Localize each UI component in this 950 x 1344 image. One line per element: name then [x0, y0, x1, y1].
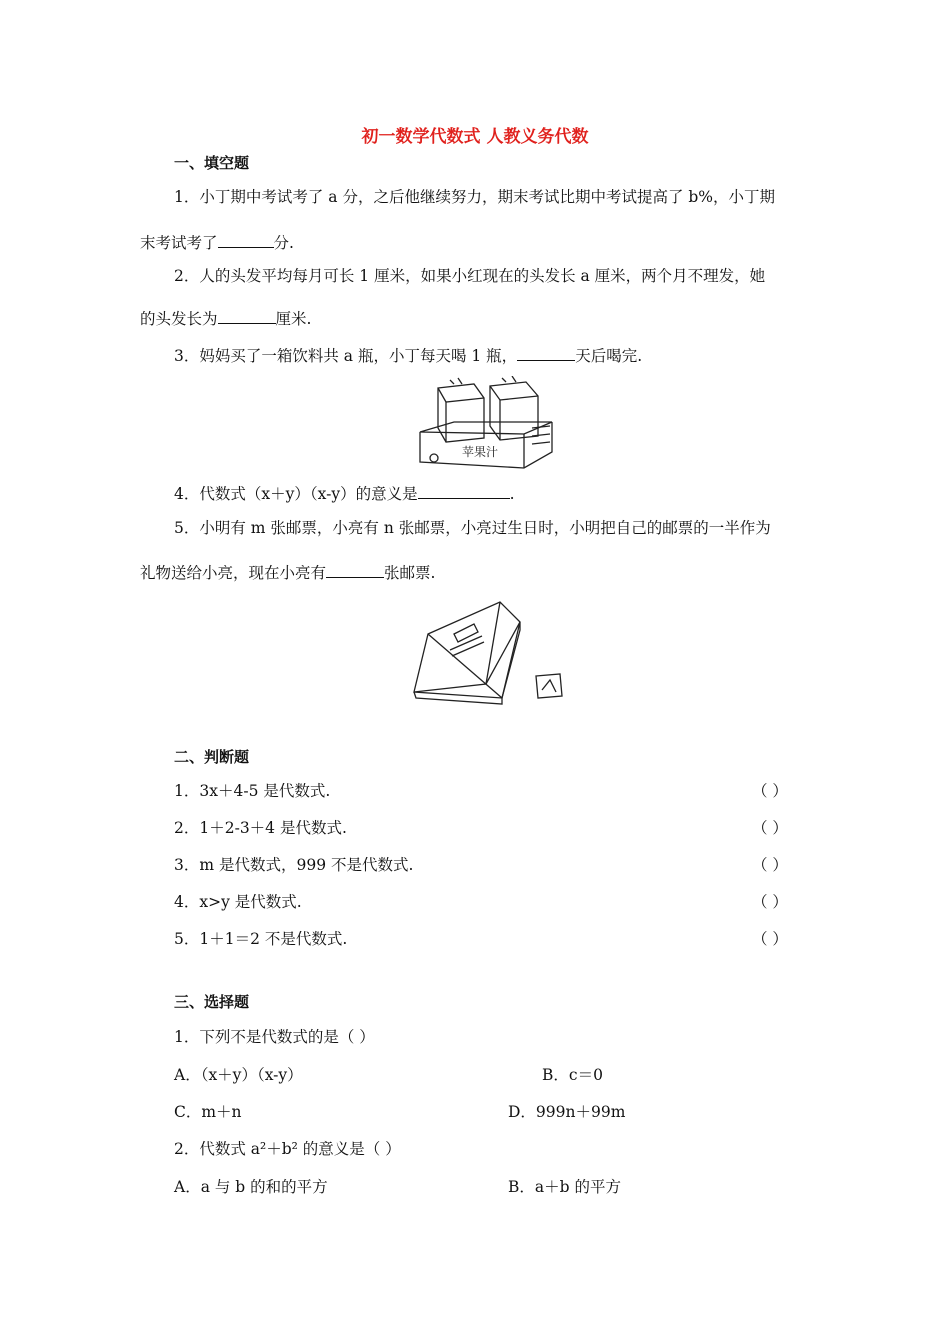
fill-q2-unit: 厘米.	[275, 310, 312, 328]
fill-q1-unit: 分.	[273, 234, 294, 252]
fill-q3-tail: 天后喝完.	[575, 347, 643, 365]
fill-q4-blank[interactable]	[418, 484, 510, 499]
fill-q1-text: 末考试考了	[140, 234, 218, 252]
fill-q5-line2	[140, 563, 435, 582]
choice-q1: 1．下列不是代数式的是（ ）	[174, 1028, 375, 1046]
juice-box-label: 苹果汁	[462, 445, 499, 459]
judge-item-1: 1．3x＋4-5 是代数式.	[174, 782, 331, 800]
judge-item-3: 3．m 是代数式，999 不是代数式.	[174, 856, 414, 874]
judge-item-5: 5．1＋1＝2 不是代数式.	[174, 930, 348, 948]
fill-q5-blank[interactable]	[326, 563, 384, 578]
fill-q5-line1: 5．小明有 m 张邮票，小亮有 n 张邮票，小亮过生日时，小明把自己的邮票的一半作为	[174, 519, 771, 537]
juice-box-illustration	[414, 376, 562, 470]
choice-q2-option-b[interactable]: B．a＋b 的平方	[508, 1178, 621, 1196]
fill-q1-line2	[140, 233, 294, 252]
judge-answer-1[interactable]: （ ）	[752, 782, 788, 800]
fill-q2-line1: 2．人的头发平均每月可长 1 厘米，如果小红现在的头发长 a 厘米，两个月不理发，她	[174, 267, 766, 285]
section-heading-fill: 一、填空题	[174, 154, 250, 172]
choice-q2-option-a[interactable]: A．a 与 b 的和的平方	[174, 1178, 328, 1196]
page-title: 初一数学代数式 人教义务代数	[361, 127, 589, 147]
fill-q4	[174, 484, 515, 503]
judge-answer-2[interactable]: （ ）	[752, 819, 788, 837]
fill-q3-blank[interactable]	[517, 346, 575, 361]
section-heading-judge: 二、判断题	[174, 748, 250, 766]
judge-item-4: 4．x>y 是代数式.	[174, 893, 302, 911]
fill-q2-line2	[140, 309, 311, 328]
choice-q1-option-b[interactable]: B．c＝0	[542, 1066, 603, 1084]
fill-q5-text: 礼物送给小亮，现在小亮有	[140, 564, 327, 582]
judge-answer-5[interactable]: （ ）	[752, 930, 788, 948]
fill-q2-blank[interactable]	[218, 309, 276, 324]
judge-item-2: 2．1＋2-3＋4 是代数式.	[174, 819, 347, 837]
fill-q5-tail: 张邮票.	[384, 564, 436, 582]
envelope-stamp-illustration	[410, 594, 574, 706]
fill-q3	[174, 346, 642, 365]
choice-q2: 2．代数式 a²＋b² 的意义是（ ）	[174, 1140, 401, 1158]
choice-q1-option-a[interactable]: A．（x＋y）（x-y）	[174, 1066, 303, 1084]
judge-answer-4[interactable]: （ ）	[752, 893, 788, 911]
fill-q3-text: 3．妈妈买了一箱饮料共 a 瓶，小丁每天喝 1 瓶，	[174, 347, 518, 365]
fill-q1-line1: 1．小丁期中考试考了 a 分，之后他继续努力，期末考试比期中考试提高了 b%，小丁期	[174, 188, 776, 206]
section-heading-choice: 三、选择题	[174, 993, 250, 1011]
choice-q1-option-c[interactable]: C．m＋n	[174, 1103, 242, 1121]
choice-q1-option-d[interactable]: D．999n＋99m	[508, 1103, 626, 1121]
fill-q4-text: 4．代数式（x＋y）（x-y）的意义是	[174, 485, 418, 503]
judge-answer-3[interactable]: （ ）	[752, 856, 788, 874]
fill-q1-blank[interactable]	[218, 233, 274, 248]
fill-q2-text: 的头发长为	[140, 310, 218, 328]
fill-q4-tail: .	[509, 485, 515, 503]
